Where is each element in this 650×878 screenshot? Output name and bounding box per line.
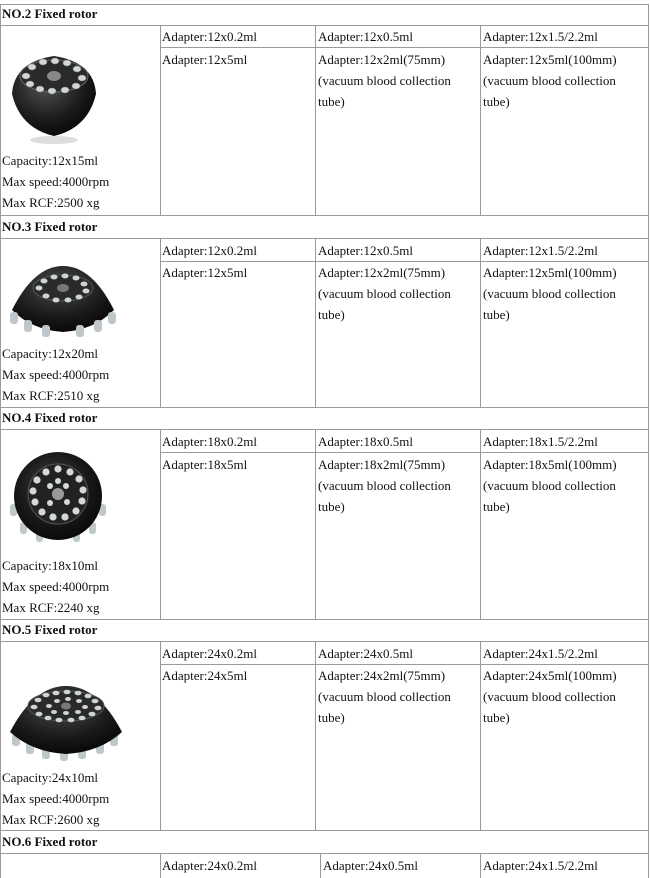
adapter-cell [318, 262, 451, 325]
rotor-image [4, 680, 128, 762]
max-speed-text: Max speed:4000rpm [2, 367, 110, 382]
max-rcf-text: Max RCF:2600 xg [2, 812, 100, 827]
section-title: NO.4 Fixed rotor [2, 410, 98, 425]
adapter-line: Adapter:12x5ml(100mm) [483, 265, 617, 280]
grid-line [480, 429, 481, 619]
adapter-line: (vacuum blood collection [483, 689, 616, 704]
adapter-cell: Adapter:12x0.5ml [318, 29, 413, 44]
adapter-line: Adapter:12x5ml(100mm) [483, 52, 617, 67]
adapter-line: tube) [483, 499, 510, 514]
grid-line [315, 25, 316, 215]
max-rcf-text: Max RCF:2510 xg [2, 388, 100, 403]
adapter-cell [483, 454, 617, 517]
adapter-line: Adapter:18x2ml(75mm) [318, 457, 446, 472]
adapter-line: Adapter:24x5ml(100mm) [483, 668, 617, 683]
adapter-line: (vacuum blood collection [483, 73, 616, 88]
adapter-cell: Adapter:24x1.5/2.2ml [483, 858, 598, 873]
adapter-cell: Adapter:24x0.2ml [162, 858, 257, 873]
max-rcf-text: Max RCF:2500 xg [2, 195, 100, 210]
adapter-cell: Adapter:12x0.2ml [162, 29, 257, 44]
adapter-cell [318, 665, 451, 728]
grid-line [160, 47, 648, 48]
adapter-cell: Adapter:18x0.5ml [318, 434, 413, 449]
section-title: NO.6 Fixed rotor [2, 834, 98, 849]
grid-line [315, 641, 316, 830]
adapter-line: tube) [483, 710, 510, 725]
grid-line [0, 641, 648, 642]
adapter-cell: Adapter:18x5ml [162, 457, 248, 472]
grid-line [648, 4, 649, 878]
grid-line [315, 429, 316, 619]
adapter-line: tube) [318, 307, 345, 322]
adapter-cell [318, 454, 451, 517]
adapter-cell: Adapter:12x5ml [162, 265, 248, 280]
adapter-line: (vacuum blood collection [318, 286, 451, 301]
adapter-line: tube) [318, 94, 345, 109]
grid-line [160, 853, 161, 878]
adapter-line: tube) [483, 307, 510, 322]
grid-line [0, 429, 648, 430]
adapter-cell: Adapter:18x1.5/2.2ml [483, 434, 598, 449]
grid-line [0, 407, 648, 408]
capacity-text: Capacity:24x10ml [2, 770, 99, 785]
adapter-line: tube) [318, 499, 345, 514]
max-speed-text: Max speed:4000rpm [2, 174, 110, 189]
adapter-line: Adapter:12x2ml(75mm) [318, 265, 446, 280]
max-speed-text: Max speed:4000rpm [2, 579, 110, 594]
grid-line [480, 641, 481, 830]
grid-line [160, 238, 161, 407]
adapter-line: tube) [318, 710, 345, 725]
section-title: NO.5 Fixed rotor [2, 622, 98, 637]
grid-line [0, 215, 648, 216]
grid-line [160, 429, 161, 619]
adapter-line: (vacuum blood collection [318, 73, 451, 88]
adapter-cell: Adapter:24x0.5ml [323, 858, 418, 873]
adapter-cell: Adapter:24x0.5ml [318, 646, 413, 661]
max-speed-text: Max speed:4000rpm [2, 791, 110, 806]
adapter-cell [318, 49, 451, 112]
capacity-text: Capacity:12x20ml [2, 346, 99, 361]
rotor-image [6, 446, 110, 546]
adapter-cell: Adapter:24x1.5/2.2ml [483, 646, 598, 661]
grid-line [320, 853, 321, 878]
capacity-text: Capacity:18x10ml [2, 558, 99, 573]
max-rcf-text: Max RCF:2240 xg [2, 600, 100, 615]
grid-line [315, 238, 316, 407]
adapter-line: Adapter:24x2ml(75mm) [318, 668, 446, 683]
adapter-cell: Adapter:12x1.5/2.2ml [483, 243, 598, 258]
rotor-image [4, 258, 122, 340]
adapter-line: tube) [483, 94, 510, 109]
grid-line [0, 238, 648, 239]
grid-line [0, 619, 648, 620]
grid-line [160, 641, 161, 830]
grid-line [160, 25, 161, 215]
adapter-line: (vacuum blood collection [483, 286, 616, 301]
adapter-cell: Adapter:12x1.5/2.2ml [483, 29, 598, 44]
grid-line [0, 853, 648, 854]
grid-line [0, 830, 648, 831]
adapter-cell [483, 665, 617, 728]
rotor-image [2, 36, 106, 146]
section-title: NO.2 Fixed rotor [2, 6, 98, 21]
adapter-cell: Adapter:24x0.2ml [162, 646, 257, 661]
adapter-line: (vacuum blood collection [318, 478, 451, 493]
adapter-cell [483, 49, 617, 112]
adapter-line: (vacuum blood collection [483, 478, 616, 493]
adapter-cell: Adapter:18x0.2ml [162, 434, 257, 449]
grid-line [160, 452, 648, 453]
adapter-line: (vacuum blood collection [318, 689, 451, 704]
adapter-line: Adapter:12x2ml(75mm) [318, 52, 446, 67]
grid-line [480, 853, 481, 878]
capacity-text: Capacity:12x15ml [2, 153, 99, 168]
adapter-cell: Adapter:12x0.5ml [318, 243, 413, 258]
grid-line [480, 25, 481, 215]
section-title: NO.3 Fixed rotor [2, 219, 98, 234]
adapter-cell: Adapter:12x5ml [162, 52, 248, 67]
adapter-cell: Adapter:12x0.2ml [162, 243, 257, 258]
adapter-cell: Adapter:24x5ml [162, 668, 248, 683]
grid-line [480, 238, 481, 407]
adapter-cell [483, 262, 617, 325]
grid-line [0, 4, 648, 5]
adapter-line: Adapter:18x5ml(100mm) [483, 457, 617, 472]
grid-line [0, 4, 1, 878]
